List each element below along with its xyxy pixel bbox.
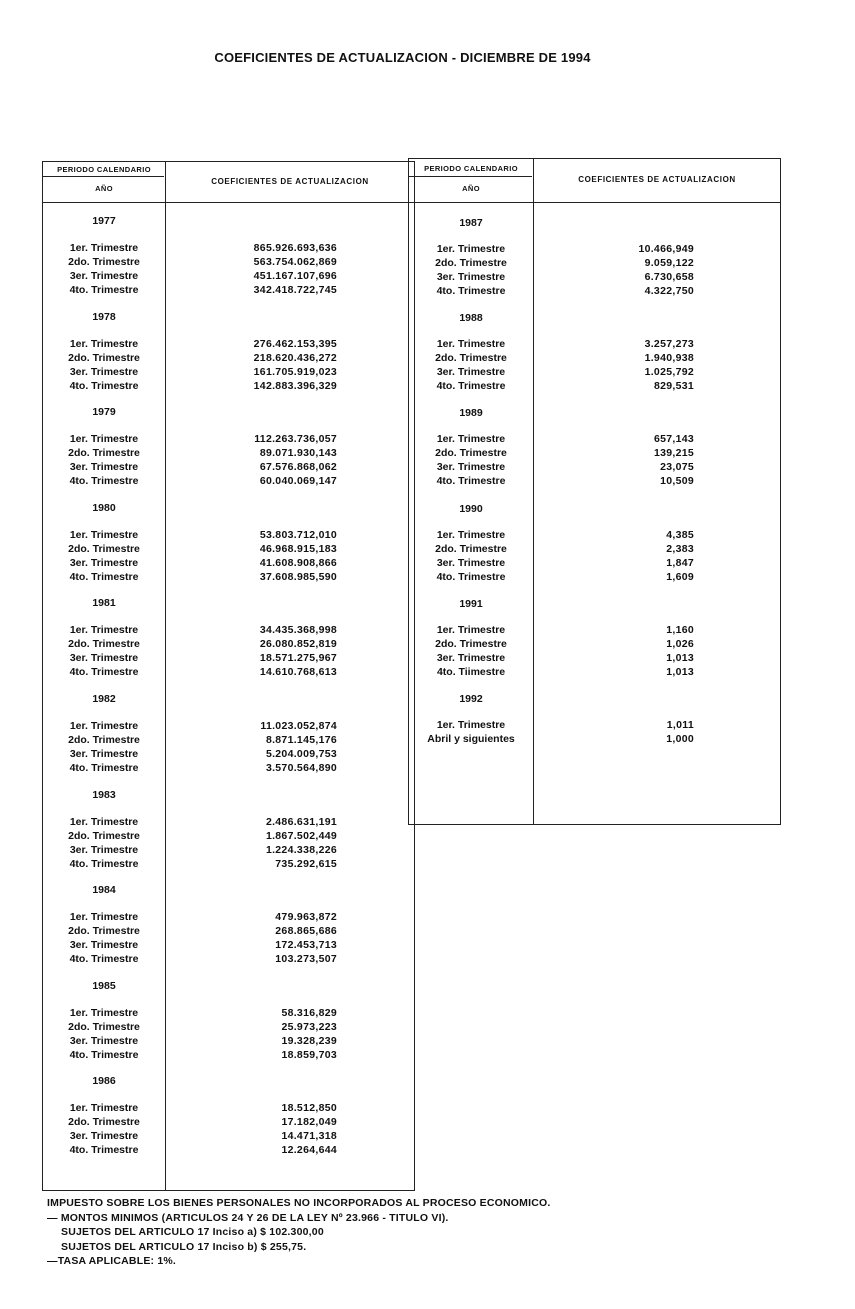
header-coeficientes: COEFICIENTES DE ACTUALIZACION — [211, 177, 369, 186]
coefficient-value: 142.883.396,329 — [253, 379, 337, 392]
period-label: 2do. Trimestre — [68, 256, 140, 268]
period-label: 2do. Trimestre — [435, 447, 507, 460]
period-label: 1er. Trimestre — [436, 719, 506, 731]
coefficient-value: 23,075 — [660, 461, 694, 474]
year-heading: 1978 — [92, 310, 116, 323]
period-label: 2do. Trimestre — [68, 829, 140, 842]
period-label: 2do. Trimestre — [435, 257, 507, 269]
period-label: 4to. Trimestre — [69, 857, 139, 870]
period-label: 3er. Trimestre — [69, 748, 139, 760]
header-periodo: PERIODO CALENDARIO — [57, 165, 151, 174]
coefficient-value: 26.080.852,819 — [259, 638, 337, 651]
coefficient-value: 479.963,872 — [275, 911, 337, 924]
coefficient-value: 2,383 — [666, 542, 694, 555]
coefficient-value: 12.264,644 — [281, 1144, 337, 1157]
period-label: 1er. Trimestre — [436, 433, 506, 446]
period-label: 3er. Trimestre — [69, 939, 139, 952]
period-label: 1er. Trimestre — [69, 720, 139, 732]
header-periodo: PERIODO CALENDARIO — [424, 164, 518, 173]
coefficient-value: 1.224.338,226 — [265, 843, 337, 856]
coefficient-value: 46.968.915,183 — [259, 542, 337, 555]
year-heading: 1984 — [92, 884, 116, 897]
header-anio: AÑO — [462, 184, 480, 193]
coefficient-value: 11.023.052,874 — [260, 720, 337, 732]
period-label: 1er. Trimestre — [69, 433, 139, 446]
period-label: 4to. Trimestre — [69, 762, 139, 774]
coefficient-value: 829,531 — [653, 380, 694, 393]
coefficient-value: 1.940,938 — [644, 352, 694, 365]
period-label: 4to. Trimestre — [69, 953, 139, 966]
period-label: 2do. Trimestre — [435, 637, 507, 650]
coefficient-value: 18.571.275,967 — [259, 652, 337, 665]
coefficient-value: 103.273,507 — [275, 953, 337, 966]
coefficient-value: 4,385 — [666, 528, 694, 541]
coefficient-value: 19.328,239 — [281, 1034, 337, 1047]
coefficient-value: 1,847 — [666, 556, 694, 569]
coefficient-value: 10.466,949 — [638, 243, 694, 255]
coefficient-value: 735.292,615 — [275, 857, 337, 870]
period-label: 2do. Trimestre — [435, 352, 507, 365]
period-label: 2do. Trimestre — [68, 638, 140, 651]
period-label: 3er. Trimestre — [436, 556, 506, 569]
coefficient-value: 276.462.153,395 — [253, 337, 337, 350]
period-label: 3er. Trimestre — [69, 270, 139, 282]
period-label: 3er. Trimestre — [436, 271, 506, 283]
coefficient-value: 6.730,658 — [644, 271, 694, 283]
coefficient-value: 25.973,223 — [281, 1020, 337, 1033]
period-label: 3er. Trimestre — [69, 1034, 139, 1047]
period-label: 4to. Trimestre — [436, 475, 506, 488]
period-label: 4to. Trimestre — [436, 285, 506, 297]
coefficient-value: 1,013 — [666, 665, 694, 678]
coefficient-value: 9.059,122 — [644, 257, 694, 269]
period-label: 1er. Trimestre — [436, 528, 506, 541]
coefficient-value: 5.204.009,753 — [265, 748, 337, 760]
period-label: 2do. Trimestre — [68, 351, 140, 364]
coefficient-value: 67.576.868,062 — [259, 461, 337, 474]
right-coefficient-table — [408, 158, 781, 825]
footer-line-impuesto: IMPUESTO SOBRE LOS BIENES PERSONALES NO INCORPORADOS AL PROCESO ECONOMICO. — [47, 1197, 551, 1209]
coefficient-value: 1,160 — [666, 623, 694, 636]
page-title: COEFICIENTES DE ACTUALIZACION - DICIEMBRE DE 1994 — [214, 50, 591, 65]
coefficient-value: 17.182,049 — [281, 1116, 337, 1129]
period-label: 3er. Trimestre — [69, 556, 139, 569]
period-label: 4to. Trimestre — [436, 570, 506, 583]
coefficient-value: 58.316,829 — [281, 1006, 337, 1019]
footer-line-tasa: —TASA APLICABLE: 1%. — [47, 1255, 177, 1267]
period-label: 4to. Trimestre — [69, 475, 139, 488]
year-heading: 1992 — [459, 693, 483, 705]
period-label: 3er. Trimestre — [436, 651, 506, 664]
coefficient-value: 4.322,750 — [644, 285, 694, 297]
period-label: 1er. Trimestre — [69, 911, 139, 924]
coefficient-value: 8.871.145,176 — [265, 734, 337, 746]
period-label: 2do. Trimestre — [68, 925, 140, 938]
coefficient-value: 161.705.919,023 — [253, 365, 337, 378]
coefficient-value: 1,011 — [666, 719, 694, 731]
year-heading: 1988 — [459, 312, 483, 325]
period-label: 3er. Trimestre — [69, 1130, 139, 1143]
period-label: 2do. Trimestre — [68, 447, 140, 460]
coefficient-value: 3.570.564,890 — [265, 762, 337, 774]
coefficient-value: 112.263.736,057 — [254, 433, 337, 446]
period-label: 1er. Trimestre — [436, 243, 506, 255]
period-label: 1er. Trimestre — [69, 337, 139, 350]
period-label: 3er. Trimestre — [69, 843, 139, 856]
year-heading: 1986 — [92, 1075, 116, 1088]
subheader-divider — [409, 176, 532, 177]
period-label: 1er. Trimestre — [69, 242, 139, 254]
coefficient-value: 268.865,686 — [275, 925, 337, 938]
period-label: 1er. Trimestre — [436, 338, 506, 351]
coefficient-value: 657,143 — [653, 433, 694, 446]
year-heading: 1991 — [459, 597, 483, 610]
coefficient-value: 41.608.908,866 — [259, 556, 337, 569]
header-divider — [409, 202, 780, 203]
footer-notes — [47, 1196, 551, 1269]
coefficient-value: 60.040.069,147 — [259, 475, 337, 488]
coefficient-value: 1,013 — [666, 651, 694, 664]
period-label: 4to. Tiimestre — [436, 665, 506, 678]
coefficient-value: 53.803.712,010 — [259, 528, 337, 541]
period-label: 4to. Trimestre — [436, 380, 506, 393]
coefficient-value: 218.620.436,272 — [253, 351, 337, 364]
year-heading: 1990 — [459, 502, 483, 515]
header-coeficientes: COEFICIENTES DE ACTUALIZACION — [578, 175, 736, 184]
coefficient-value: 18.859,703 — [281, 1048, 337, 1061]
period-label: 1er. Trimestre — [69, 815, 139, 828]
coefficient-value: 3.257,273 — [644, 338, 694, 351]
period-label: 4to. Trimestre — [69, 379, 139, 392]
left-coefficient-table — [42, 161, 415, 1191]
coefficient-value: 865.926.693,636 — [253, 242, 337, 254]
period-label: 1er. Trimestre — [436, 623, 506, 636]
period-label: 4to. Trimestre — [69, 570, 139, 583]
coefficient-value: 172.453,713 — [275, 939, 337, 952]
period-label: 1er. Trimestre — [69, 1102, 139, 1115]
period-label: 1er. Trimestre — [69, 1006, 139, 1019]
year-heading: 1982 — [92, 693, 116, 705]
coefficient-value: 37.608.985,590 — [259, 570, 337, 583]
coefficient-value: 563.754.062,869 — [253, 256, 337, 268]
period-label: 4to. Trimestre — [69, 666, 139, 679]
coefficient-value: 1,609 — [666, 570, 694, 583]
coefficient-value: 2.486.631,191 — [265, 815, 337, 828]
period-label: 4to. Trimestre — [69, 284, 139, 296]
period-label: 4to. Trimestre — [69, 1048, 139, 1061]
period-label: 2do. Trimestre — [435, 542, 507, 555]
period-label: 1er. Trimestre — [69, 624, 139, 637]
coefficient-value: 1,026 — [666, 637, 694, 650]
year-heading: 1983 — [92, 788, 116, 801]
year-heading: 1989 — [459, 407, 483, 420]
period-label: 3er. Trimestre — [69, 365, 139, 378]
period-label: 3er. Trimestre — [69, 652, 139, 665]
period-label: 3er. Trimestre — [436, 461, 506, 474]
coefficient-value: 18.512,850 — [281, 1102, 337, 1115]
period-label: 2do. Trimestre — [68, 734, 140, 746]
year-heading: 1981 — [92, 597, 116, 610]
period-label: 3er. Trimestre — [69, 461, 139, 474]
coefficient-value: 1,000 — [666, 733, 694, 745]
period-label: 2do. Trimestre — [68, 1020, 140, 1033]
period-label: Abril y siguientes — [427, 733, 515, 745]
year-heading: 1980 — [92, 501, 116, 514]
year-heading: 1977 — [92, 215, 116, 227]
coefficient-value: 34.435.368,998 — [259, 624, 337, 637]
header-anio: AÑO — [95, 184, 113, 193]
footer-line-inciso-a: SUJETOS DEL ARTICULO 17 Inciso a) $ 102.300,00 — [61, 1226, 324, 1238]
year-heading: 1987 — [459, 217, 483, 229]
coefficient-value: 89.071.930,143 — [259, 447, 337, 460]
coefficient-value: 14.471,318 — [281, 1130, 337, 1143]
year-heading: 1985 — [92, 979, 116, 992]
period-label: 2do. Trimestre — [68, 542, 140, 555]
coefficient-value: 451.167.107,696 — [253, 270, 337, 282]
coefficient-value: 342.418.722,745 — [253, 284, 337, 296]
period-label: 4to. Trimestre — [69, 1144, 139, 1157]
footer-line-inciso-b: SUJETOS DEL ARTICULO 17 Inciso b) $ 255,75. — [61, 1240, 307, 1253]
coefficient-value: 1.867.502,449 — [265, 829, 337, 842]
period-label: 1er. Trimestre — [69, 528, 139, 541]
footer-line-montos: — MONTOS MINIMOS (ARTICULOS 24 Y 26 DE LA LEY Nº 23.966 - TITULO VI). — [47, 1211, 449, 1224]
coefficient-value: 10,509 — [660, 475, 694, 488]
coefficient-value: 1.025,792 — [644, 366, 694, 379]
coefficient-value: 14.610.768,613 — [259, 666, 337, 679]
period-label: 2do. Trimestre — [68, 1116, 140, 1129]
period-label: 3er. Trimestre — [436, 366, 506, 379]
header-divider — [43, 202, 414, 203]
subheader-divider — [43, 176, 164, 177]
year-heading: 1979 — [92, 406, 116, 419]
coefficient-value: 139,215 — [653, 447, 694, 460]
